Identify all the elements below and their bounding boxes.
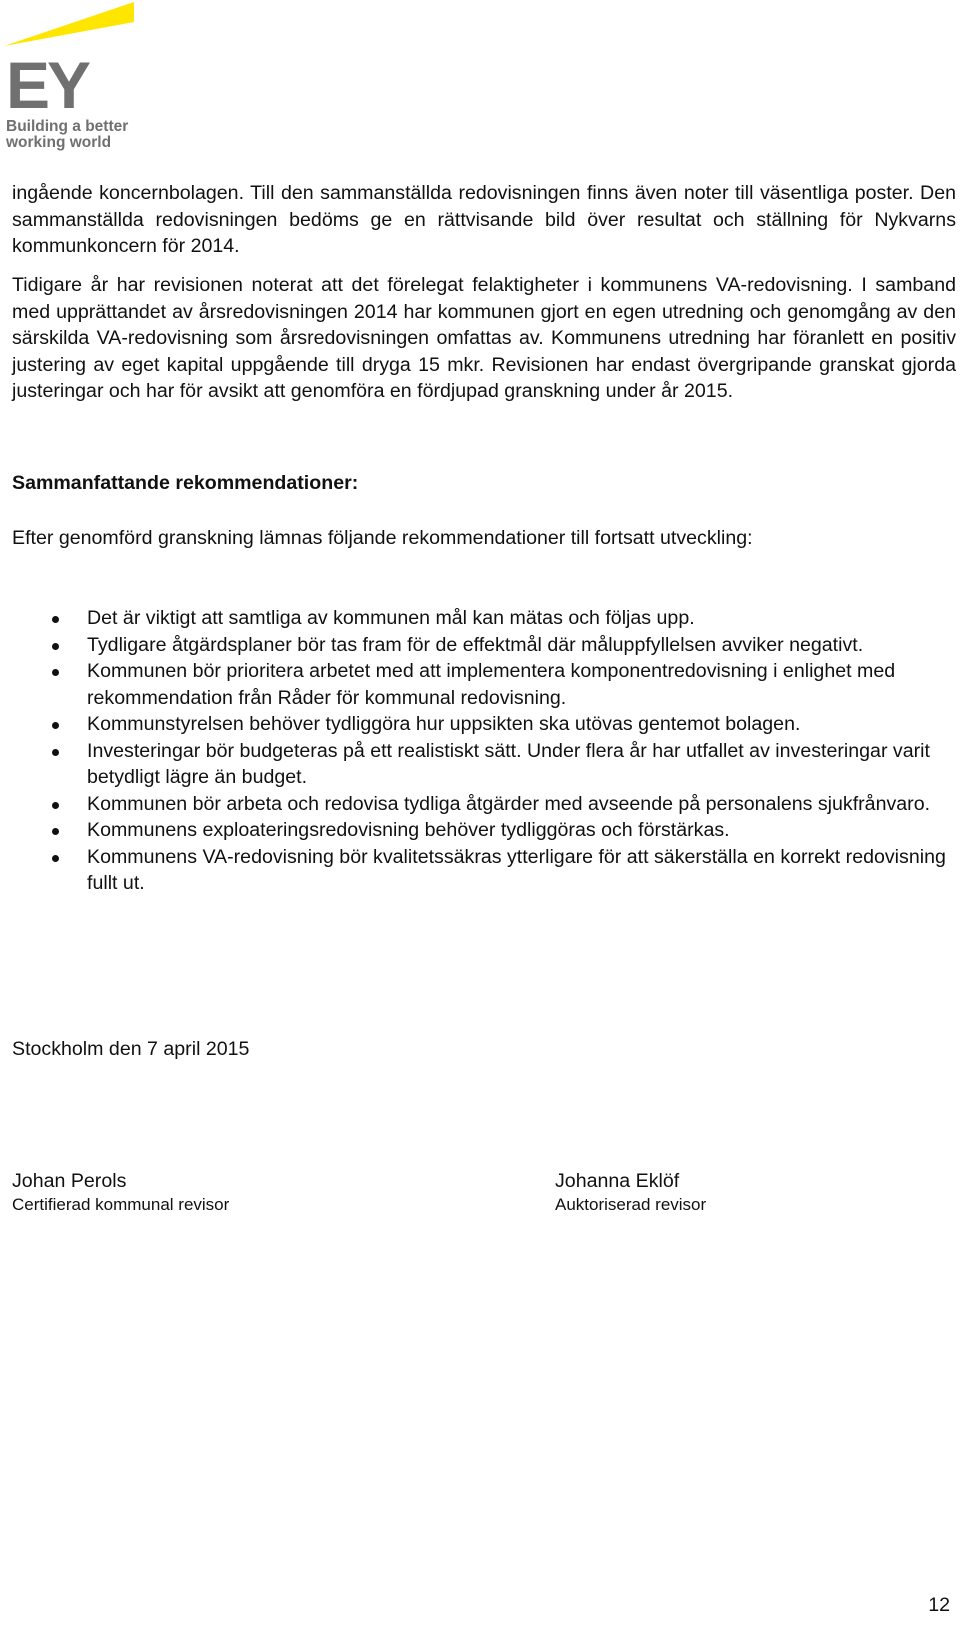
list-item: Tydligare åtgärdsplaner bör tas fram för de effektmål där måluppfyllelsen avviker negativt.: [12, 632, 956, 659]
page-number: 12: [928, 1594, 950, 1616]
bullet-icon: [52, 802, 59, 809]
paragraph-consolidated-accounts: ingående koncernbolagen. Till den sammanställda redovisningen finns även noter till väsentliga poster. Den sammanställda redovisningen bedöms ge en rättvisande bild över resultat och ställning för Nykvarns kommunkoncern för 2014.: [12, 182, 956, 257]
bullet-icon: [52, 855, 59, 862]
signatory-title: Certifierad kommunal revisor: [12, 1195, 230, 1214]
signatory-title: Auktoriserad revisor: [555, 1195, 707, 1214]
section-heading: Sammanfattande rekommendationer:: [12, 472, 359, 494]
bullet-icon: [52, 828, 59, 835]
logo-tagline-line2: working world: [6, 134, 112, 151]
list-item: Kommunstyrelsen behöver tydliggöra hur uppsikten ska utövas gentemot bolagen.: [12, 711, 956, 738]
list-item: Det är viktigt att samtliga av kommunen mål kan mätas och följas upp.: [12, 605, 956, 632]
list-item: Kommunens exploateringsredovisning behöver tydliggöras och förstärkas.: [12, 817, 956, 844]
paragraph-va-accounting: Tidigare år har revisionen noterat att det förelegat felaktigheter i kommunens VA-redovisning. I samband med upprättandet av årsredovisningen 2014 har kommunen gjort en egen utredning och genomgång av den särskilda VA-redovisning som årsredovisningen omfattas av. Kommunens utredning har föranlett en positiv justering av eget kapital uppgående till dryga 15 mkr. Revisionen har endast övergripande granskat gjorda justeringar och har för avsikt att genomföra en fördjupad granskning under år 2015.: [12, 274, 956, 402]
logo-mark: EY: [6, 48, 89, 122]
signatory-name: Johan Perols: [12, 1170, 127, 1192]
logo-tagline-line1: Building a better: [6, 118, 129, 135]
bullet-icon: [52, 749, 59, 756]
bullet-icon: [52, 643, 59, 650]
list-item: Investeringar bör budgeteras på ett realistiskt sätt. Under flera år har utfallet av investeringar varit betydligt lägre än budget.: [12, 738, 956, 791]
recommendations-list: [12, 605, 956, 897]
signatory-name: Johanna Eklöf: [555, 1170, 680, 1192]
bullet-icon: [52, 722, 59, 729]
list-item: Kommunen bör arbeta och redovisa tydliga åtgärder med avseende på personalens sjukfrånvaro.: [12, 791, 956, 818]
signature-block-perols: [12, 1168, 229, 1216]
ey-logo: [0, 0, 140, 160]
recommendations-intro: Efter genomförd granskning lämnas följande rekommendationer till fortsatt utveckling:: [12, 527, 753, 549]
bullet-icon: [52, 616, 59, 623]
signature-block-eklof: [555, 1168, 706, 1216]
place-and-date: Stockholm den 7 april 2015: [12, 1038, 250, 1060]
bullet-icon: [52, 669, 59, 676]
list-item: Kommunen bör prioritera arbetet med att implementera komponentredovisning i enlighet med rekommendation från Råder för kommunal redovisning.: [12, 658, 956, 711]
list-item: Kommunens VA-redovisning bör kvalitetssäkras ytterligare för att säkerställa en korrekt redovisning fullt ut.: [12, 844, 956, 897]
